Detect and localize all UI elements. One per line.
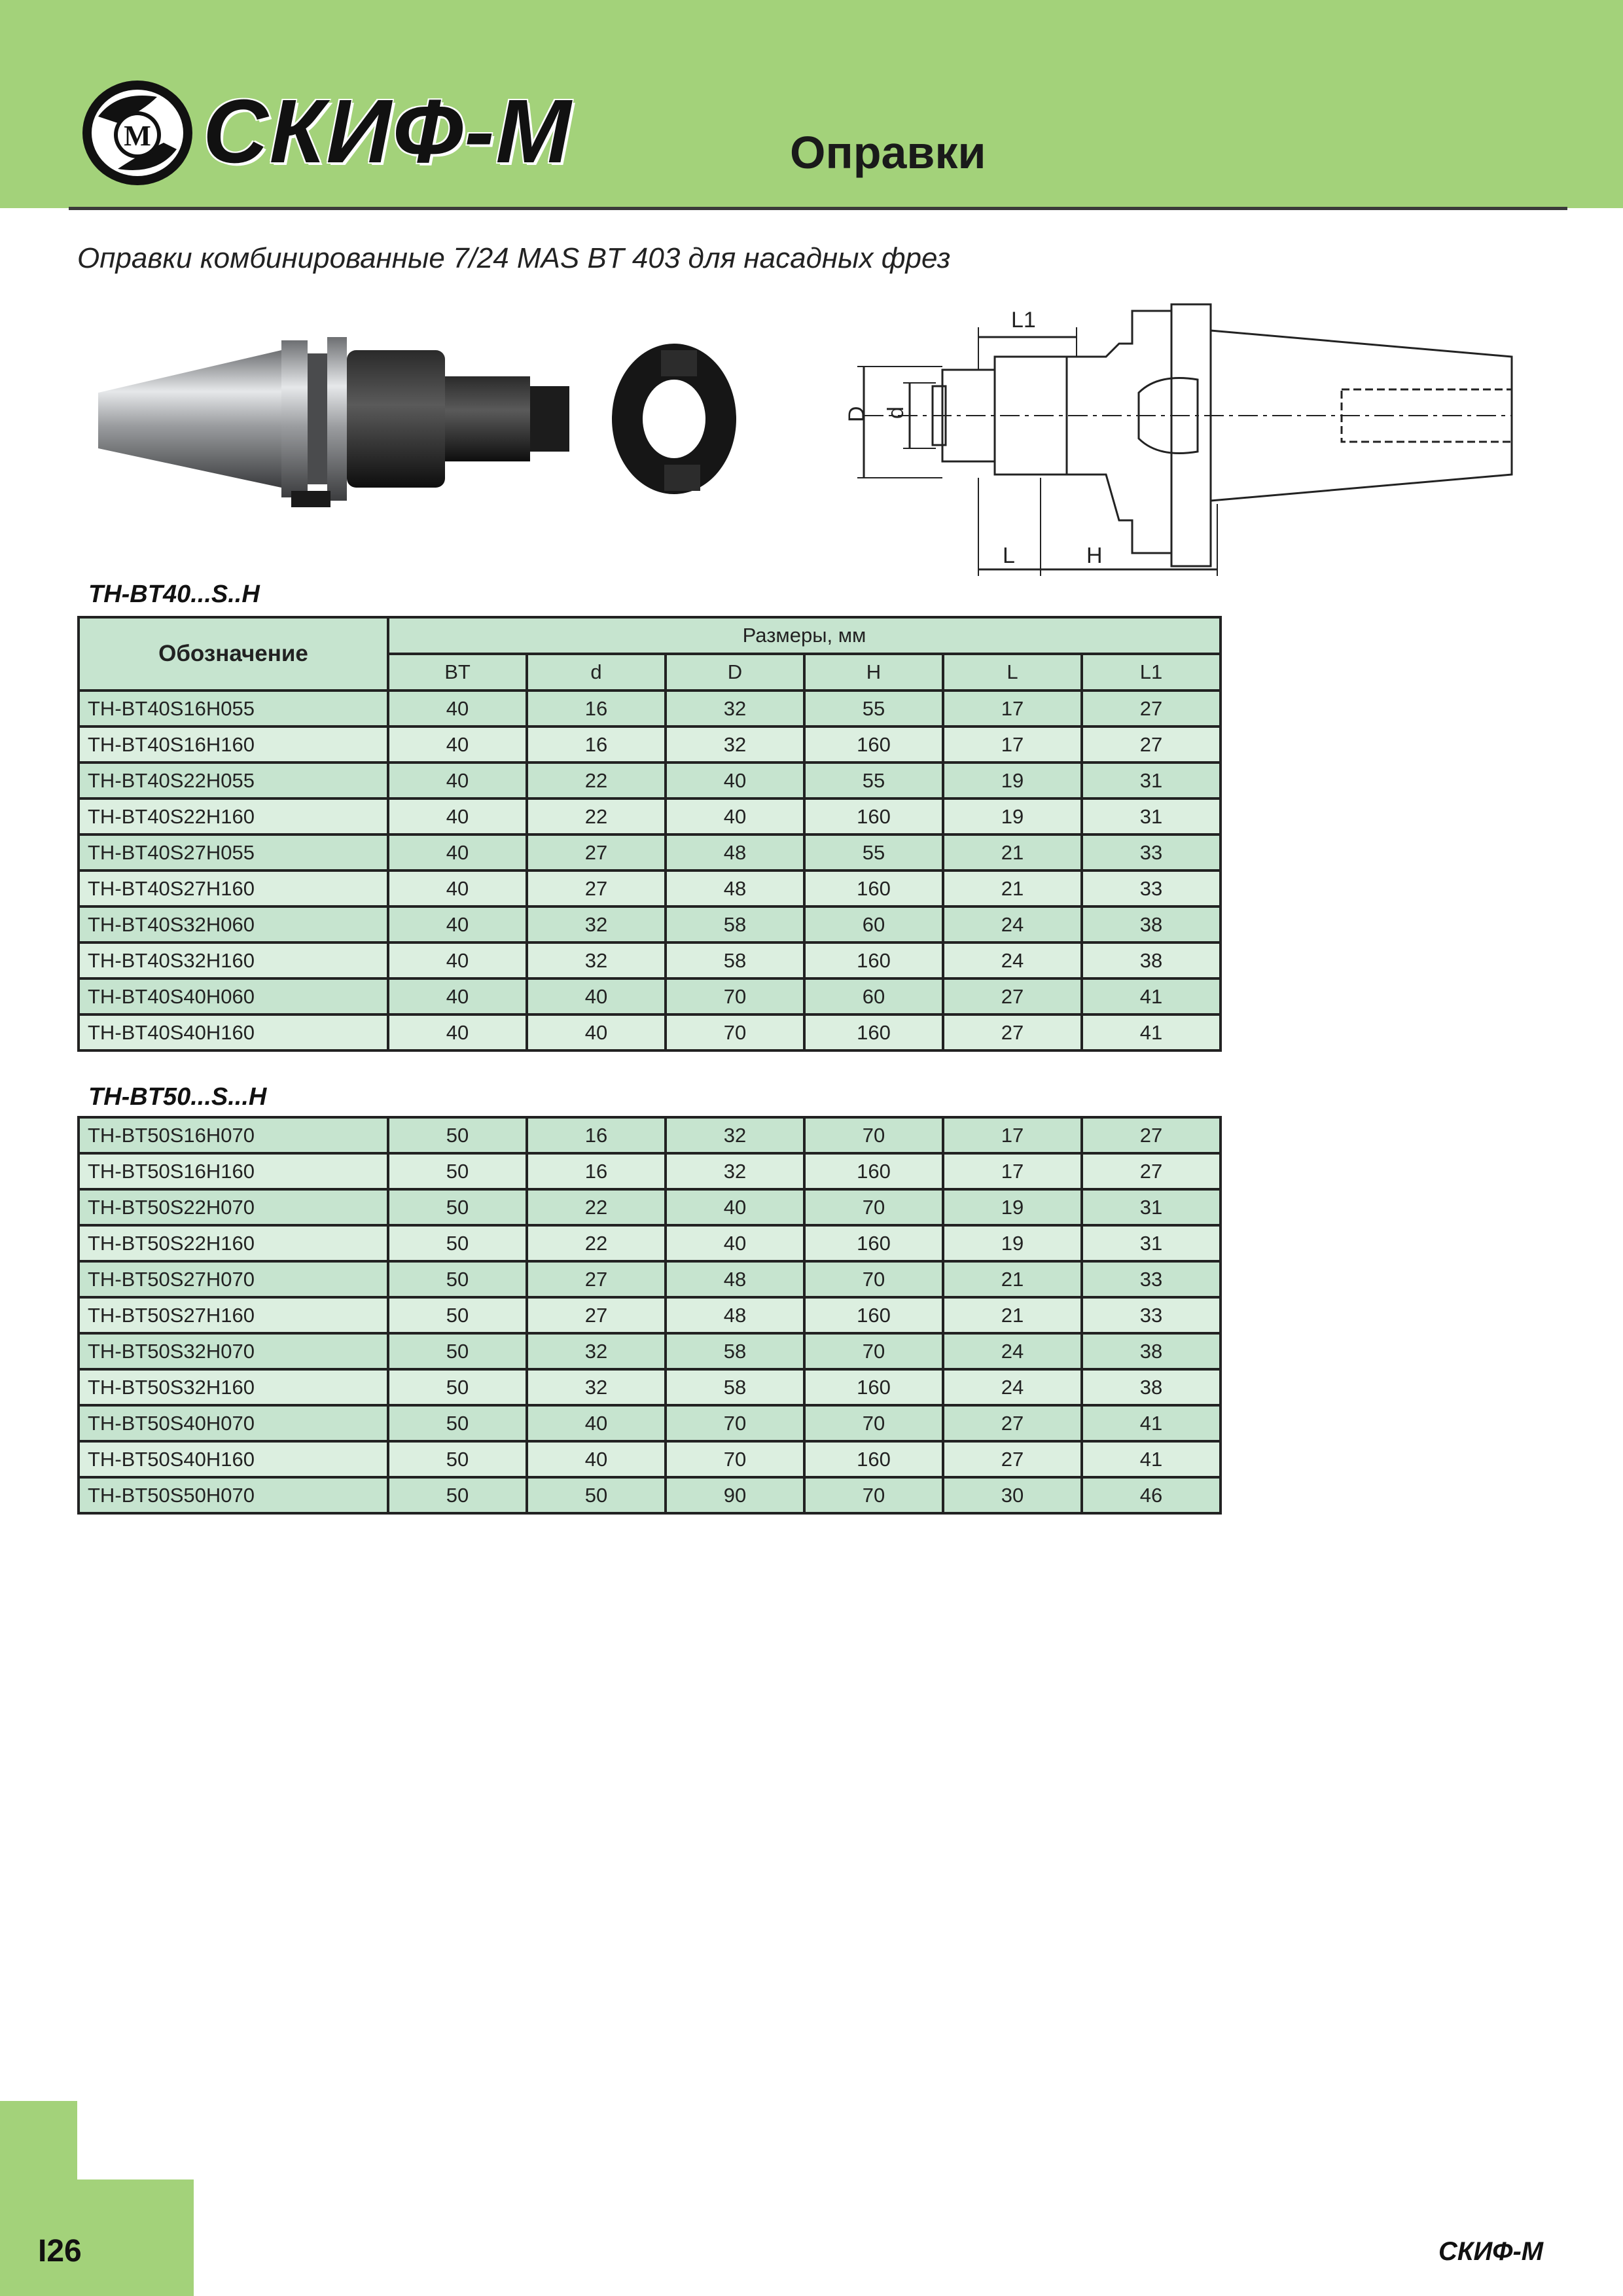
- table-row: [79, 1014, 1221, 1050]
- dimension-cell: 31: [1082, 798, 1221, 834]
- table-body-bt50: [79, 1117, 1221, 1513]
- dimension-cell: 40: [527, 1405, 666, 1441]
- svg-text:H: H: [1086, 543, 1103, 568]
- designation-cell: TH-BT50S22H160: [79, 1225, 388, 1261]
- svg-text:D: D: [844, 406, 869, 422]
- dimension-cell: 31: [1082, 762, 1221, 798]
- dimension-cell: 27: [527, 834, 666, 870]
- dimension-cell: 160: [804, 1153, 943, 1189]
- designation-cell: TH-BT40S22H055: [79, 762, 388, 798]
- table-row: [79, 762, 1221, 798]
- designation-cell: TH-BT40S40H160: [79, 1014, 388, 1050]
- column-header: d: [527, 654, 666, 691]
- dimension-cell: 33: [1082, 1261, 1221, 1297]
- dimension-cell: 27: [1082, 1117, 1221, 1153]
- dimension-cell: 160: [804, 1014, 943, 1050]
- designation-cell: TH-BT40S22H160: [79, 798, 388, 834]
- designation-cell: TH-BT50S22H070: [79, 1189, 388, 1225]
- designation-cell: TH-BT40S16H160: [79, 726, 388, 762]
- dimension-cell: 40: [666, 1225, 804, 1261]
- dimension-cell: 38: [1082, 1369, 1221, 1405]
- dimension-cell: 40: [388, 798, 527, 834]
- brand-logo: [79, 77, 602, 188]
- designation-cell: TH-BT50S16H160: [79, 1153, 388, 1189]
- designation-cell: TH-BT40S16H055: [79, 691, 388, 726]
- dimension-cell: 22: [527, 1225, 666, 1261]
- table-row: [79, 1225, 1221, 1261]
- dimension-cell: 50: [388, 1369, 527, 1405]
- designation-cell: TH-BT50S40H160: [79, 1441, 388, 1477]
- dimension-cell: 48: [666, 1297, 804, 1333]
- designation-cell: TH-BT40S32H060: [79, 906, 388, 942]
- dimension-cell: 32: [527, 1333, 666, 1369]
- dimension-cell: 27: [943, 1014, 1082, 1050]
- dimension-cell: 40: [388, 834, 527, 870]
- designation-cell: TH-BT50S16H070: [79, 1117, 388, 1153]
- dimension-cell: 19: [943, 1225, 1082, 1261]
- dimension-cell: 55: [804, 834, 943, 870]
- dimension-cell: 50: [388, 1333, 527, 1369]
- header-divider: [69, 207, 1567, 210]
- dimension-cell: 19: [943, 798, 1082, 834]
- dimension-cell: 17: [943, 691, 1082, 726]
- table-row: [79, 978, 1221, 1014]
- dimension-cell: 50: [388, 1477, 527, 1513]
- dimension-cell: 90: [666, 1477, 804, 1513]
- dimension-cell: 32: [666, 1117, 804, 1153]
- dimension-cell: 40: [666, 1189, 804, 1225]
- dimension-cell: 70: [666, 1405, 804, 1441]
- dimension-cell: 40: [388, 906, 527, 942]
- dimension-cell: 40: [388, 691, 527, 726]
- dimension-cell: 70: [804, 1333, 943, 1369]
- dimension-cell: 60: [804, 906, 943, 942]
- dimension-cell: 70: [666, 1441, 804, 1477]
- dimension-cell: 27: [943, 1405, 1082, 1441]
- dimension-cell: 21: [943, 870, 1082, 906]
- table-row: [79, 1369, 1221, 1405]
- dimension-cell: 27: [1082, 1153, 1221, 1189]
- dimension-cell: 160: [804, 1297, 943, 1333]
- dimension-cell: 70: [804, 1405, 943, 1441]
- dimension-cell: 27: [943, 978, 1082, 1014]
- dimension-cell: 31: [1082, 1225, 1221, 1261]
- footer-brand: СКИФ-М: [1438, 2237, 1544, 2266]
- dimension-cell: 16: [527, 1153, 666, 1189]
- dimension-cell: 41: [1082, 1405, 1221, 1441]
- spec-table-bt40: [77, 616, 1222, 1052]
- dimension-cell: 55: [804, 691, 943, 726]
- designation-cell: TH-BT50S27H160: [79, 1297, 388, 1333]
- dimension-cell: 160: [804, 798, 943, 834]
- dimension-cell: 160: [804, 942, 943, 978]
- dimension-cell: 27: [527, 1261, 666, 1297]
- table-row: [79, 1333, 1221, 1369]
- dimension-cell: 40: [666, 798, 804, 834]
- dimension-cell: 50: [527, 1477, 666, 1513]
- table-row: [79, 798, 1221, 834]
- dimension-cell: 21: [943, 834, 1082, 870]
- dimension-cell: 38: [1082, 1333, 1221, 1369]
- dimension-cell: 50: [388, 1117, 527, 1153]
- dimension-cell: 58: [666, 1333, 804, 1369]
- dimension-cell: 41: [1082, 1014, 1221, 1050]
- svg-text:L: L: [1003, 543, 1015, 568]
- dimension-cell: 160: [804, 1369, 943, 1405]
- dimension-cell: 160: [804, 1441, 943, 1477]
- designation-cell: TH-BT50S40H070: [79, 1405, 388, 1441]
- dimension-cell: 38: [1082, 906, 1221, 942]
- dimension-cell: 40: [527, 1014, 666, 1050]
- dimension-cell: 32: [527, 1369, 666, 1405]
- table-row: [79, 691, 1221, 726]
- dimension-cell: 24: [943, 1369, 1082, 1405]
- designation-cell: TH-BT50S32H070: [79, 1333, 388, 1369]
- spec-table-bt50: [77, 1116, 1222, 1515]
- column-header: H: [804, 654, 943, 691]
- dimension-cell: 50: [388, 1153, 527, 1189]
- dimension-cell: 48: [666, 834, 804, 870]
- dimension-cell: 70: [804, 1477, 943, 1513]
- dimension-cell: 19: [943, 762, 1082, 798]
- dimension-cell: 33: [1082, 870, 1221, 906]
- dimension-cell: 30: [943, 1477, 1082, 1513]
- dimension-cell: 27: [527, 870, 666, 906]
- dimension-cell: 40: [666, 762, 804, 798]
- table-row: [79, 1297, 1221, 1333]
- table-body-bt40: [79, 691, 1221, 1050]
- dimension-cell: 32: [527, 942, 666, 978]
- designation-cell: TH-BT50S32H160: [79, 1369, 388, 1405]
- dimension-cell: 40: [388, 1014, 527, 1050]
- dimension-cell: 21: [943, 1261, 1082, 1297]
- designation-cell: TH-BT40S32H160: [79, 942, 388, 978]
- logo-emblem-icon: [79, 77, 196, 188]
- dimension-cell: 58: [666, 906, 804, 942]
- dimension-cell: 40: [527, 978, 666, 1014]
- section-label-bt40: TH-BT40...S..H: [88, 581, 260, 608]
- dimension-cell: 160: [804, 726, 943, 762]
- column-header: L: [943, 654, 1082, 691]
- table-row: [79, 870, 1221, 906]
- dimension-cell: 40: [388, 978, 527, 1014]
- svg-text:L1: L1: [1011, 308, 1036, 332]
- table-row: [79, 1477, 1221, 1513]
- svg-text:d: d: [883, 406, 908, 419]
- dimension-cell: 50: [388, 1261, 527, 1297]
- dimension-cell: 27: [1082, 691, 1221, 726]
- column-header: L1: [1082, 654, 1221, 691]
- dimension-cell: 40: [388, 762, 527, 798]
- dimension-cell: 50: [388, 1405, 527, 1441]
- section-label-bt50: TH-BT50...S...H: [88, 1083, 267, 1111]
- dimension-cell: 33: [1082, 1297, 1221, 1333]
- technical-drawing: [831, 295, 1518, 583]
- table-row: [79, 726, 1221, 762]
- dimensions-group-header: Размеры, мм: [388, 617, 1221, 654]
- dimension-cell: 58: [666, 942, 804, 978]
- dimension-cell: 32: [666, 691, 804, 726]
- dimension-cell: 19: [943, 1189, 1082, 1225]
- table-row: [79, 1261, 1221, 1297]
- page-subtitle: Оправки комбинированные 7/24 MAS BT 403 для насадных фрез: [77, 242, 951, 274]
- dimension-cell: 55: [804, 762, 943, 798]
- logo-text: СКИФ-М: [203, 81, 573, 182]
- page-title: Оправки: [790, 127, 986, 178]
- dimension-cell: 16: [527, 691, 666, 726]
- table-row: [79, 942, 1221, 978]
- dimension-cell: 50: [388, 1225, 527, 1261]
- dimension-cell: 31: [1082, 1189, 1221, 1225]
- dimension-cell: 40: [388, 870, 527, 906]
- dimension-cell: 46: [1082, 1477, 1221, 1513]
- dimension-cell: 70: [666, 1014, 804, 1050]
- dimension-cell: 27: [943, 1441, 1082, 1477]
- dimension-cell: 32: [527, 906, 666, 942]
- designation-cell: TH-BT50S27H070: [79, 1261, 388, 1297]
- dimension-cell: 50: [388, 1189, 527, 1225]
- designation-cell: TH-BT40S27H160: [79, 870, 388, 906]
- dimension-cell: 70: [804, 1117, 943, 1153]
- dimension-cell: 41: [1082, 1441, 1221, 1477]
- dimension-cell: 50: [388, 1297, 527, 1333]
- dimension-cell: 160: [804, 870, 943, 906]
- dimension-cell: 24: [943, 942, 1082, 978]
- dimension-cell: 17: [943, 1117, 1082, 1153]
- table-row: [79, 906, 1221, 942]
- dimension-cell: 58: [666, 1369, 804, 1405]
- table-row: [79, 1117, 1221, 1153]
- table-row: [79, 834, 1221, 870]
- dimension-cell: 60: [804, 978, 943, 1014]
- dimension-cell: 32: [666, 1153, 804, 1189]
- dimension-cell: 21: [943, 1297, 1082, 1333]
- table-row: [79, 1153, 1221, 1189]
- dimension-cell: 17: [943, 726, 1082, 762]
- column-header: BT: [388, 654, 527, 691]
- dimension-cell: 27: [1082, 726, 1221, 762]
- dimension-cell: 22: [527, 798, 666, 834]
- designation-cell: TH-BT40S27H055: [79, 834, 388, 870]
- table-row: [79, 1441, 1221, 1477]
- dimension-cell: 17: [943, 1153, 1082, 1189]
- designation-header: Обозначение: [79, 617, 388, 691]
- dimension-cell: 16: [527, 726, 666, 762]
- dimension-cell: 50: [388, 1441, 527, 1477]
- designation-cell: TH-BT50S50H070: [79, 1477, 388, 1513]
- dimension-cell: 33: [1082, 834, 1221, 870]
- dimension-cell: 70: [804, 1189, 943, 1225]
- column-header: D: [666, 654, 804, 691]
- product-photo: [85, 314, 746, 530]
- dimension-cell: 160: [804, 1225, 943, 1261]
- page-number: I26: [38, 2234, 82, 2269]
- dimension-cell: 70: [804, 1261, 943, 1297]
- dimension-cell: 22: [527, 762, 666, 798]
- dimension-cell: 40: [388, 726, 527, 762]
- dimension-cell: 27: [527, 1297, 666, 1333]
- dimension-cell: 41: [1082, 978, 1221, 1014]
- dimension-cell: 40: [527, 1441, 666, 1477]
- dimension-cell: 32: [666, 726, 804, 762]
- dimension-cell: 70: [666, 978, 804, 1014]
- svg-text:M: M: [124, 120, 151, 152]
- dimension-cell: 22: [527, 1189, 666, 1225]
- dimension-cell: 16: [527, 1117, 666, 1153]
- dimension-cell: 24: [943, 1333, 1082, 1369]
- footer-accent-block: [77, 2179, 194, 2296]
- dimension-cell: 48: [666, 1261, 804, 1297]
- table-row: [79, 1405, 1221, 1441]
- designation-cell: TH-BT40S40H060: [79, 978, 388, 1014]
- table-row: [79, 1189, 1221, 1225]
- dimension-cell: 24: [943, 906, 1082, 942]
- dimension-cell: 40: [388, 942, 527, 978]
- dimension-cell: 38: [1082, 942, 1221, 978]
- dimension-cell: 48: [666, 870, 804, 906]
